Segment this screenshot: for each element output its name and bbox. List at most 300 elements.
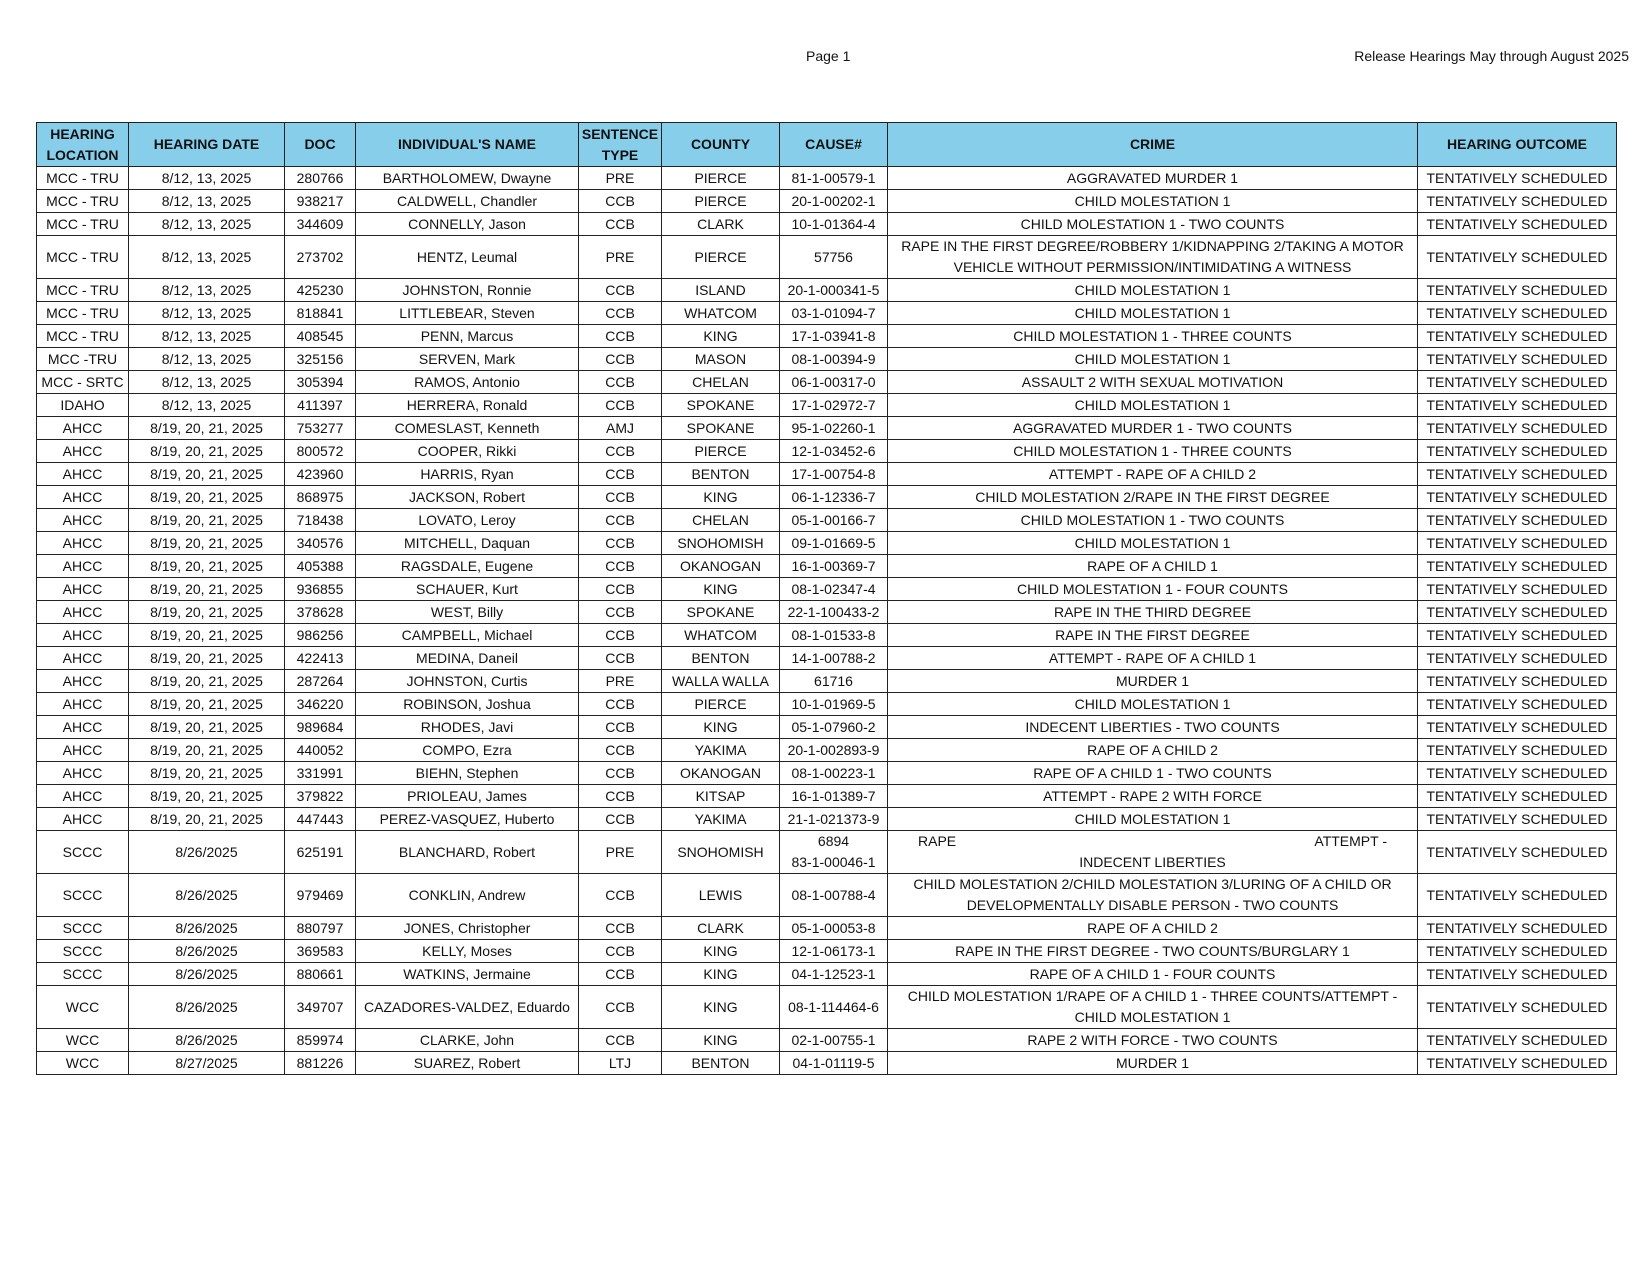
cell-date: 8/12, 13, 2025	[129, 302, 285, 325]
table-row	[37, 440, 1617, 463]
table-row	[37, 917, 1617, 940]
cell-outcome: TENTATIVELY SCHEDULED	[1418, 394, 1617, 417]
cell-crime: AGGRAVATED MURDER 1	[888, 167, 1418, 190]
cell-location: MCC - TRU	[37, 167, 129, 190]
cell-crime: CHILD MOLESTATION 1 - TWO COUNTS	[888, 509, 1418, 532]
release-hearings-table	[36, 122, 1617, 1075]
cell-sentence: CCB	[579, 555, 662, 578]
cell-sentence: AMJ	[579, 417, 662, 440]
cell-county: SPOKANE	[662, 417, 780, 440]
cell-sentence: CCB	[579, 963, 662, 986]
cell-county: KING	[662, 940, 780, 963]
cell-crime: INDECENT LIBERTIES - TWO COUNTS	[888, 716, 1418, 739]
table-row	[37, 670, 1617, 693]
cell-date: 8/19, 20, 21, 2025	[129, 716, 285, 739]
cell-date: 8/26/2025	[129, 986, 285, 1029]
cell-date: 8/19, 20, 21, 2025	[129, 463, 285, 486]
cell-county: PIERCE	[662, 236, 780, 279]
cell-location: AHCC	[37, 647, 129, 670]
cell-date: 8/19, 20, 21, 2025	[129, 532, 285, 555]
cell-sentence: CCB	[579, 190, 662, 213]
cause-line: 6894	[817, 833, 850, 849]
cell-outcome: TENTATIVELY SCHEDULED	[1418, 917, 1617, 940]
cell-doc: 989684	[285, 716, 356, 739]
cell-doc: 625191	[285, 831, 356, 874]
col-hearing-outcome: HEARING OUTCOME	[1418, 123, 1617, 167]
cell-county: CHELAN	[662, 509, 780, 532]
cell-crime: CHILD MOLESTATION 1 - THREE COUNTS	[888, 440, 1418, 463]
cell-location: AHCC	[37, 486, 129, 509]
cell-crime: CHILD MOLESTATION 1/RAPE OF A CHILD 1 - THREE COUNTS/ATTEMPT - CHILD MOLESTATION 1	[888, 986, 1418, 1029]
cell-outcome: TENTATIVELY SCHEDULED	[1418, 762, 1617, 785]
cell-county: KING	[662, 963, 780, 986]
cell-outcome: TENTATIVELY SCHEDULED	[1418, 831, 1617, 874]
cell-cause: 21-1-021373-9	[780, 808, 888, 831]
cell-crime: RAPE 2 WITH FORCE - TWO COUNTS	[888, 1029, 1418, 1052]
cell-sentence: CCB	[579, 739, 662, 762]
cell-doc: 881226	[285, 1052, 356, 1075]
cell-cause: 10-1-01969-5	[780, 693, 888, 716]
cell-doc: 447443	[285, 808, 356, 831]
cell-outcome: TENTATIVELY SCHEDULED	[1418, 940, 1617, 963]
cell-name: HARRIS, Ryan	[356, 463, 579, 486]
cell-crime: CHILD MOLESTATION 1	[888, 190, 1418, 213]
cell-doc: 305394	[285, 371, 356, 394]
cell-location: AHCC	[37, 440, 129, 463]
col-hearing-location: HEARING LOCATION	[37, 123, 129, 167]
cell-date: 8/12, 13, 2025	[129, 236, 285, 279]
cell-date: 8/26/2025	[129, 874, 285, 917]
cell-county: SPOKANE	[662, 394, 780, 417]
cell-outcome: TENTATIVELY SCHEDULED	[1418, 624, 1617, 647]
cell-cause: 02-1-00755-1	[780, 1029, 888, 1052]
cell-date: 8/12, 13, 2025	[129, 279, 285, 302]
cell-name: JOHNSTON, Curtis	[356, 670, 579, 693]
cell-sentence: CCB	[579, 940, 662, 963]
cell-county: LEWIS	[662, 874, 780, 917]
cell-name: CAZADORES-VALDEZ, Eduardo	[356, 986, 579, 1029]
cell-doc: 440052	[285, 739, 356, 762]
cell-location: AHCC	[37, 624, 129, 647]
cell-sentence: CCB	[579, 394, 662, 417]
cell-sentence: CCB	[579, 986, 662, 1029]
cell-outcome: TENTATIVELY SCHEDULED	[1418, 986, 1617, 1029]
cell-name: CALDWELL, Chandler	[356, 190, 579, 213]
cell-county: SNOHOMISH	[662, 831, 780, 874]
crime-fragment: RAPE	[918, 833, 957, 849]
cell-county: SPOKANE	[662, 601, 780, 624]
cell-doc: 331991	[285, 762, 356, 785]
table-row	[37, 831, 1617, 874]
cell-county: YAKIMA	[662, 739, 780, 762]
cell-outcome: TENTATIVELY SCHEDULED	[1418, 167, 1617, 190]
cell-name: CLARKE, John	[356, 1029, 579, 1052]
cell-location: WCC	[37, 986, 129, 1029]
cell-cause: 06-1-00317-0	[780, 371, 888, 394]
cell-location: AHCC	[37, 578, 129, 601]
cell-name: PRIOLEAU, James	[356, 785, 579, 808]
table-row	[37, 808, 1617, 831]
cell-name: COOPER, Rikki	[356, 440, 579, 463]
cell-county: KING	[662, 1029, 780, 1052]
cell-date: 8/26/2025	[129, 831, 285, 874]
cell-name: CONKLIN, Andrew	[356, 874, 579, 917]
table-row	[37, 1029, 1617, 1052]
cell-location: AHCC	[37, 693, 129, 716]
cell-doc: 425230	[285, 279, 356, 302]
cell-crime: RAPE IN THE FIRST DEGREE	[888, 624, 1418, 647]
cell-outcome: TENTATIVELY SCHEDULED	[1418, 739, 1617, 762]
cell-date: 8/19, 20, 21, 2025	[129, 601, 285, 624]
cell-location: MCC - TRU	[37, 213, 129, 236]
cell-cause: 17-1-02972-7	[780, 394, 888, 417]
cell-name: JOHNSTON, Ronnie	[356, 279, 579, 302]
cell-outcome: TENTATIVELY SCHEDULED	[1418, 693, 1617, 716]
cell-name: RAMOS, Antonio	[356, 371, 579, 394]
cell-crime: RAPE OF A CHILD 1 - FOUR COUNTS	[888, 963, 1418, 986]
cell-name: MEDINA, Daneil	[356, 647, 579, 670]
table-row	[37, 940, 1617, 963]
cell-cause: 05-1-00166-7	[780, 509, 888, 532]
cell-crime: RAPE IN THE FIRST DEGREE/ROBBERY 1/KIDNAPPING 2/TAKING A MOTOR VEHICLE WITHOUT PERMISSION/INTIMIDATING A WITNESS	[888, 236, 1418, 279]
cell-doc: 818841	[285, 302, 356, 325]
cell-date: 8/26/2025	[129, 963, 285, 986]
cell-location: AHCC	[37, 808, 129, 831]
table-row	[37, 167, 1617, 190]
cell-name: PEREZ-VASQUEZ, Huberto	[356, 808, 579, 831]
table-row	[37, 463, 1617, 486]
cell-date: 8/19, 20, 21, 2025	[129, 417, 285, 440]
cell-doc: 936855	[285, 578, 356, 601]
table-row	[37, 785, 1617, 808]
cell-county: KING	[662, 486, 780, 509]
cell-name: COMPO, Ezra	[356, 739, 579, 762]
cell-cause: 16-1-00369-7	[780, 555, 888, 578]
cell-outcome: TENTATIVELY SCHEDULED	[1418, 371, 1617, 394]
cell-location: SCCC	[37, 874, 129, 917]
crime-line-2: INDECENT LIBERTIES	[1079, 854, 1226, 870]
cell-crime: CHILD MOLESTATION 2/RAPE IN THE FIRST DEGREE	[888, 486, 1418, 509]
cell-outcome: TENTATIVELY SCHEDULED	[1418, 808, 1617, 831]
cell-crime: CHILD MOLESTATION 1	[888, 532, 1418, 555]
cell-cause: 08-1-01533-8	[780, 624, 888, 647]
cell-outcome: TENTATIVELY SCHEDULED	[1418, 440, 1617, 463]
cell-cause: 17-1-00754-8	[780, 463, 888, 486]
cell-crime: RAPE OF A CHILD 2	[888, 917, 1418, 940]
table-header-row	[37, 123, 1617, 167]
cell-crime: ATTEMPT - RAPE OF A CHILD 2	[888, 463, 1418, 486]
cell-name: MITCHELL, Daquan	[356, 532, 579, 555]
cell-cause: 20-1-00202-1	[780, 190, 888, 213]
cell-outcome: TENTATIVELY SCHEDULED	[1418, 509, 1617, 532]
cell-county: YAKIMA	[662, 808, 780, 831]
cell-county: KING	[662, 716, 780, 739]
table-row	[37, 190, 1617, 213]
cell-cause: 12-1-06173-1	[780, 940, 888, 963]
cell-crime: CHILD MOLESTATION 1	[888, 279, 1418, 302]
cell-name: HENTZ, Leumal	[356, 236, 579, 279]
cell-sentence: CCB	[579, 440, 662, 463]
cell-crime: CHILD MOLESTATION 1	[888, 348, 1418, 371]
cell-name: BLANCHARD, Robert	[356, 831, 579, 874]
cell-doc: 344609	[285, 213, 356, 236]
cell-name: RHODES, Javi	[356, 716, 579, 739]
table-row	[37, 555, 1617, 578]
cell-county: ISLAND	[662, 279, 780, 302]
cell-doc: 859974	[285, 1029, 356, 1052]
cell-location: AHCC	[37, 670, 129, 693]
cell-outcome: TENTATIVELY SCHEDULED	[1418, 236, 1617, 279]
cell-doc: 868975	[285, 486, 356, 509]
cell-outcome: TENTATIVELY SCHEDULED	[1418, 670, 1617, 693]
cell-sentence: CCB	[579, 762, 662, 785]
cell-date: 8/19, 20, 21, 2025	[129, 762, 285, 785]
cell-name: SUAREZ, Robert	[356, 1052, 579, 1075]
cell-outcome: TENTATIVELY SCHEDULED	[1418, 716, 1617, 739]
cell-doc: 423960	[285, 463, 356, 486]
cell-location: AHCC	[37, 463, 129, 486]
crime-fragment: ATTEMPT -	[1314, 833, 1387, 849]
col-crime: CRIME	[888, 123, 1418, 167]
cell-sentence: CCB	[579, 785, 662, 808]
cell-crime: CHILD MOLESTATION 1	[888, 808, 1418, 831]
table-row	[37, 394, 1617, 417]
cell-date: 8/19, 20, 21, 2025	[129, 670, 285, 693]
table-body	[37, 167, 1617, 1075]
cell-cause: 17-1-03941-8	[780, 325, 888, 348]
cell-cause: 57756	[780, 236, 888, 279]
cell-outcome: TENTATIVELY SCHEDULED	[1418, 1052, 1617, 1075]
cell-date: 8/19, 20, 21, 2025	[129, 486, 285, 509]
cell-outcome: TENTATIVELY SCHEDULED	[1418, 302, 1617, 325]
cell-county: OKANOGAN	[662, 555, 780, 578]
cell-cause: 04-1-01119-5	[780, 1052, 888, 1075]
cell-location: AHCC	[37, 762, 129, 785]
cell-sentence: CCB	[579, 486, 662, 509]
cell-date: 8/19, 20, 21, 2025	[129, 440, 285, 463]
cell-doc: 880797	[285, 917, 356, 940]
cell-outcome: TENTATIVELY SCHEDULED	[1418, 532, 1617, 555]
cell-date: 8/12, 13, 2025	[129, 348, 285, 371]
cell-county: PIERCE	[662, 167, 780, 190]
cell-doc: 408545	[285, 325, 356, 348]
cell-crime: ATTEMPT - RAPE 2 WITH FORCE	[888, 785, 1418, 808]
table-row	[37, 739, 1617, 762]
cell-county: MASON	[662, 348, 780, 371]
cell-location: SCCC	[37, 917, 129, 940]
cell-crime: CHILD MOLESTATION 1 - THREE COUNTS	[888, 325, 1418, 348]
table-row	[37, 532, 1617, 555]
cell-crime: CHILD MOLESTATION 1	[888, 693, 1418, 716]
col-doc: DOC	[285, 123, 356, 167]
cell-name: CONNELLY, Jason	[356, 213, 579, 236]
cell-name: JACKSON, Robert	[356, 486, 579, 509]
cell-cause: 08-1-02347-4	[780, 578, 888, 601]
cell-cause: 08-1-00223-1	[780, 762, 888, 785]
cell-doc: 349707	[285, 986, 356, 1029]
table-row	[37, 279, 1617, 302]
cell-sentence: CCB	[579, 917, 662, 940]
table-row	[37, 236, 1617, 279]
cell-date: 8/19, 20, 21, 2025	[129, 509, 285, 532]
cell-cause: 08-1-00394-9	[780, 348, 888, 371]
cell-county: WALLA WALLA	[662, 670, 780, 693]
cell-date: 8/19, 20, 21, 2025	[129, 578, 285, 601]
cell-crime: ATTEMPT - RAPE OF A CHILD 1	[888, 647, 1418, 670]
cell-name: LITTLEBEAR, Steven	[356, 302, 579, 325]
cell-county: WHATCOM	[662, 624, 780, 647]
cell-doc: 340576	[285, 532, 356, 555]
cell-crime: RAPE OF A CHILD 1	[888, 555, 1418, 578]
document-title: Release Hearings May through August 2025	[1354, 48, 1629, 64]
cell-date: 8/12, 13, 2025	[129, 394, 285, 417]
table-row	[37, 486, 1617, 509]
table-row	[37, 693, 1617, 716]
table-row	[37, 213, 1617, 236]
cell-cause: 20-1-002893-9	[780, 739, 888, 762]
cell-cause: 03-1-01094-7	[780, 302, 888, 325]
table-row	[37, 1052, 1617, 1075]
cell-sentence: CCB	[579, 578, 662, 601]
col-county: COUNTY	[662, 123, 780, 167]
cell-doc: 378628	[285, 601, 356, 624]
cell-location: SCCC	[37, 831, 129, 874]
cell-sentence: PRE	[579, 831, 662, 874]
cell-name: BARTHOLOMEW, Dwayne	[356, 167, 579, 190]
table-row	[37, 509, 1617, 532]
cell-outcome: TENTATIVELY SCHEDULED	[1418, 463, 1617, 486]
table-row	[37, 302, 1617, 325]
cell-doc: 800572	[285, 440, 356, 463]
table-row	[37, 762, 1617, 785]
cell-crime: RAPE IN THE FIRST DEGREE - TWO COUNTS/BURGLARY 1	[888, 940, 1418, 963]
cell-date: 8/26/2025	[129, 917, 285, 940]
cell-doc: 379822	[285, 785, 356, 808]
cell-outcome: TENTATIVELY SCHEDULED	[1418, 486, 1617, 509]
cell-crime: CHILD MOLESTATION 1	[888, 394, 1418, 417]
cell-sentence: LTJ	[579, 1052, 662, 1075]
cell-date: 8/26/2025	[129, 1029, 285, 1052]
cell-location: IDAHO	[37, 394, 129, 417]
cell-county: OKANOGAN	[662, 762, 780, 785]
table-row	[37, 874, 1617, 917]
cell-doc: 986256	[285, 624, 356, 647]
table-row	[37, 624, 1617, 647]
cell-cause: 08-1-00788-4	[780, 874, 888, 917]
cell-sentence: CCB	[579, 302, 662, 325]
cell-date: 8/19, 20, 21, 2025	[129, 739, 285, 762]
table-row	[37, 647, 1617, 670]
cell-location: MCC - TRU	[37, 325, 129, 348]
cell-cause: 22-1-100433-2	[780, 601, 888, 624]
cell-doc: 979469	[285, 874, 356, 917]
cell-sentence: CCB	[579, 325, 662, 348]
cell-name: COMESLAST, Kenneth	[356, 417, 579, 440]
cell-outcome: TENTATIVELY SCHEDULED	[1418, 213, 1617, 236]
cell-cause: 16-1-01389-7	[780, 785, 888, 808]
cell-cause: 04-1-12523-1	[780, 963, 888, 986]
cell-sentence: CCB	[579, 601, 662, 624]
cell-name: WATKINS, Jermaine	[356, 963, 579, 986]
cell-county: CLARK	[662, 917, 780, 940]
cell-sentence: CCB	[579, 874, 662, 917]
cell-crime: MURDER 1	[888, 1052, 1418, 1075]
cell-name: WEST, Billy	[356, 601, 579, 624]
cell-date: 8/19, 20, 21, 2025	[129, 647, 285, 670]
cell-county: KING	[662, 578, 780, 601]
cell-county: PIERCE	[662, 693, 780, 716]
cell-location: AHCC	[37, 739, 129, 762]
cell-county: BENTON	[662, 647, 780, 670]
cell-name: RAGSDALE, Eugene	[356, 555, 579, 578]
cell-name: JONES, Christopher	[356, 917, 579, 940]
cell-date: 8/19, 20, 21, 2025	[129, 693, 285, 716]
cell-doc: 346220	[285, 693, 356, 716]
cell-location: SCCC	[37, 963, 129, 986]
cell-sentence: CCB	[579, 624, 662, 647]
table-row	[37, 986, 1617, 1029]
cell-date: 8/12, 13, 2025	[129, 213, 285, 236]
cell-location: MCC - TRU	[37, 190, 129, 213]
cell-date: 8/19, 20, 21, 2025	[129, 785, 285, 808]
cell-outcome: TENTATIVELY SCHEDULED	[1418, 325, 1617, 348]
cell-sentence: CCB	[579, 647, 662, 670]
cell-cause: 14-1-00788-2	[780, 647, 888, 670]
col-cause: CAUSE#	[780, 123, 888, 167]
table-row	[37, 417, 1617, 440]
cell-sentence: CCB	[579, 371, 662, 394]
cell-outcome: TENTATIVELY SCHEDULED	[1418, 279, 1617, 302]
cell-county: WHATCOM	[662, 302, 780, 325]
cell-county: SNOHOMISH	[662, 532, 780, 555]
cell-date: 8/12, 13, 2025	[129, 325, 285, 348]
cell-county: PIERCE	[662, 440, 780, 463]
cell-location: AHCC	[37, 555, 129, 578]
cell-date: 8/19, 20, 21, 2025	[129, 624, 285, 647]
cell-location: MCC - TRU	[37, 236, 129, 279]
page-number: Page 1	[806, 48, 851, 64]
cell-location: MCC - SRTC	[37, 371, 129, 394]
cell-name: ROBINSON, Joshua	[356, 693, 579, 716]
cell-crime: CHILD MOLESTATION 2/CHILD MOLESTATION 3/LURING OF A CHILD OR DEVELOPMENTALLY DISABLE PERSON - TWO COUNTS	[888, 874, 1418, 917]
cell-sentence: PRE	[579, 236, 662, 279]
cell-cause: 12-1-03452-6	[780, 440, 888, 463]
cell-sentence: CCB	[579, 348, 662, 371]
cell-name: BIEHN, Stephen	[356, 762, 579, 785]
cell-county: BENTON	[662, 463, 780, 486]
cell-crime: RAPE IN THE THIRD DEGREE	[888, 601, 1418, 624]
cell-doc: 422413	[285, 647, 356, 670]
table-row	[37, 348, 1617, 371]
cell-cause: 61716	[780, 670, 888, 693]
cell-outcome: TENTATIVELY SCHEDULED	[1418, 785, 1617, 808]
cell-location: AHCC	[37, 417, 129, 440]
cell-doc: 411397	[285, 394, 356, 417]
col-individual-name: INDIVIDUAL'S NAME	[356, 123, 579, 167]
table-row	[37, 963, 1617, 986]
table-row	[37, 578, 1617, 601]
cell-sentence: CCB	[579, 716, 662, 739]
cell-outcome: TENTATIVELY SCHEDULED	[1418, 963, 1617, 986]
cell-location: AHCC	[37, 716, 129, 739]
cell-county: CHELAN	[662, 371, 780, 394]
cell-county: KITSAP	[662, 785, 780, 808]
cell-location: MCC -TRU	[37, 348, 129, 371]
cell-doc: 405388	[285, 555, 356, 578]
cell-county: KING	[662, 325, 780, 348]
cell-outcome: TENTATIVELY SCHEDULED	[1418, 578, 1617, 601]
cell-cause: 08-1-114464-6	[780, 986, 888, 1029]
